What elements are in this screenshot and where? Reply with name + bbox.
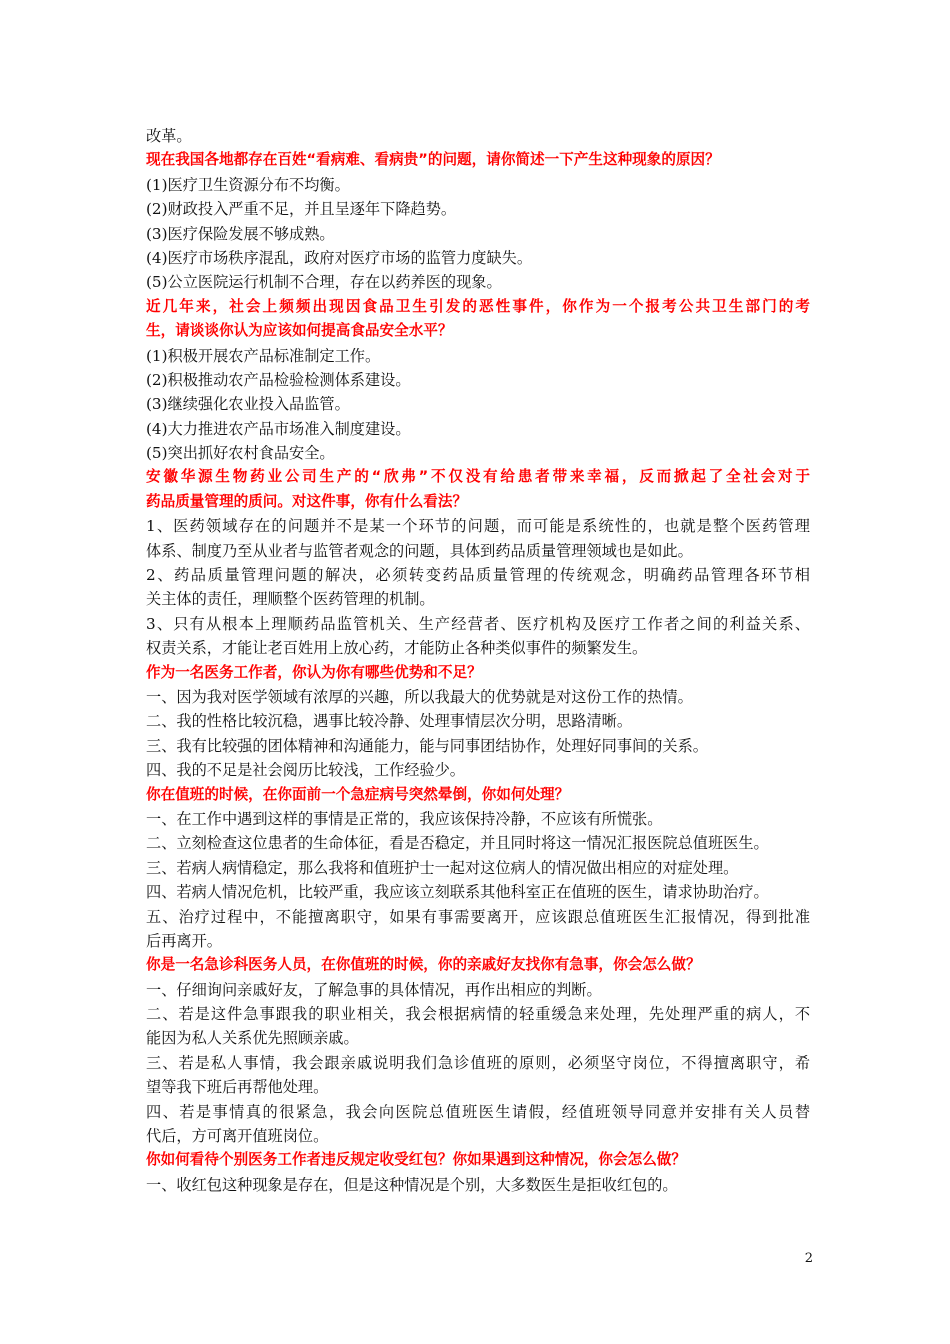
answer-line: (3)继续强化农业投入品监管。 bbox=[146, 395, 350, 414]
answer-line: 体系、制度乃至从业者与监管者观念的问题，具体到药品质量管理领域也是如此。 bbox=[146, 541, 693, 560]
answer-line: (4)大力推进农产品市场准入制度建设。 bbox=[146, 419, 411, 438]
answer-line: 权责关系，才能让老百姓用上放心药，才能防止各种类似事件的频繁发生。 bbox=[146, 639, 648, 658]
answer-line: (4)医疗市场秩序混乱，政府对医疗市场的监管力度缺失。 bbox=[146, 248, 533, 267]
answer-line: 3、只有从根本上理顺药品监管机关、生产经营者、医疗机构及医疗工作者之间的利益关系、 bbox=[146, 614, 810, 633]
answer-line: (1)医疗卫生资源分布不均衡。 bbox=[146, 175, 350, 194]
answer-line: (5)突出抓好农村食品安全。 bbox=[146, 444, 335, 463]
answer-line: 二、我的性格比较沉稳，遇事比较冷静、处理事情层次分明，思路清晰。 bbox=[146, 712, 632, 731]
answer-line: 五、治疗过程中，不能擅离职守，如果有事需要离开，应该跟总值班医生汇报情况，得到批准 bbox=[146, 907, 810, 926]
answer-line: 一、因为我对医学领域有浓厚的兴趣，所以我最大的优势就是对这份工作的热情。 bbox=[146, 687, 693, 706]
answer-line: 四、我的不足是社会阅历比较浅，工作经验少。 bbox=[146, 761, 465, 780]
answer-line: 2、药品质量管理问题的解决，必须转变药品质量管理的传统观念，明确药品管理各环节相 bbox=[146, 566, 810, 585]
answer-line: 二、若是这件急事跟我的职业相关，我会根据病情的轻重缓急来处理，先处理严重的病人，不 bbox=[146, 1005, 810, 1024]
question-line: 你是一名急诊科医务人员，在你值班的时候，你的亲戚好友找你有急事，你会怎么做？ bbox=[146, 956, 701, 974]
question-line: 现在我国各地都存在百姓“看病难、看病贵”的问题，请你简述一下产生这种现象的原因？ bbox=[146, 151, 720, 169]
answer-line: (2)财政投入严重不足，并且呈逐年下降趋势。 bbox=[146, 200, 457, 219]
answer-line: 三、若是私人事情，我会跟亲戚说明我们急诊值班的原则，必须坚守岗位，不得擅离职守，希 bbox=[146, 1053, 810, 1072]
question-line: 你如何看待个别医务工作者违反规定收受红包？你如果遇到这种情况，你会怎么做？ bbox=[146, 1151, 686, 1169]
answer-line: 能因为私人关系优先照顾亲戚。 bbox=[146, 1029, 359, 1048]
answer-line: 改革。 bbox=[146, 127, 192, 145]
answer-line: 关主体的责任，理顺整个医药管理的机制。 bbox=[146, 590, 435, 609]
question-line: 药品质量管理的质问。对这件事，你有什么看法？ bbox=[146, 492, 468, 510]
question-line: 你在值班的时候，在你面前一个急症病号突然晕倒，你如何处理？ bbox=[146, 785, 570, 803]
answer-line: 四、若病人情况危机，比较严重，我应该立刻联系其他科室正在值班的医生，请求协助治疗。 bbox=[146, 883, 769, 902]
answer-line: (2)积极推动农产品检验检测体系建设。 bbox=[146, 370, 411, 389]
page-number: 2 bbox=[804, 1251, 813, 1266]
answer-line: 一、在工作中遇到这样的事情是正常的，我应该保持冷静，不应该有所慌张。 bbox=[146, 809, 663, 828]
answer-line: (1)积极开展农产品标准制定工作。 bbox=[146, 346, 381, 365]
answer-line: 三、我有比较强的团体精神和沟通能力，能与同事团结协作，处理好同事间的关系。 bbox=[146, 736, 708, 755]
answer-line: 后再离开。 bbox=[146, 931, 222, 950]
answer-line: 一、收红包这种现象是存在，但是这种情况是个别，大多数医生是拒收红包的。 bbox=[146, 1175, 678, 1194]
answer-line: 四、若是事情真的很紧急，我会向医院总值班医生请假，经值班领导同意并安排有关人员替 bbox=[146, 1102, 810, 1121]
answer-line: 代后，方可离开值班岗位。 bbox=[146, 1127, 329, 1146]
answer-line: 1、医药领域存在的问题并不是某一个环节的问题，而可能是系统性的，也就是整个医药管理 bbox=[146, 517, 810, 536]
document-body bbox=[146, 124, 810, 1197]
question-line: 生，请谈谈你认为应该如何提高食品安全水平？ bbox=[146, 322, 453, 340]
answer-line: (3)医疗保险发展不够成熟。 bbox=[146, 224, 335, 243]
question-line: 作为一名医务工作者，你认为你有哪些优势和不足？ bbox=[146, 663, 482, 681]
answer-line: 一、仔细询问亲戚好友，了解急事的具体情况，再作出相应的判断。 bbox=[146, 980, 602, 999]
answer-line: 二、立刻检查这位患者的生命体征，看是否稳定，并且同时将这一情况汇报医院总值班医生。 bbox=[146, 834, 769, 853]
answer-line: (5)公立医院运行机制不合理，存在以药养医的现象。 bbox=[146, 273, 502, 292]
question-line: 安徽华源生物药业公司生产的“欣弗”不仅没有给患者带来幸福，反而掀起了全社会对于 bbox=[146, 468, 810, 486]
answer-line: 三、若病人病情稳定，那么我将和值班护士一起对这位病人的情况做出相应的对症处理。 bbox=[146, 858, 739, 877]
answer-line: 望等我下班后再帮他处理。 bbox=[146, 1078, 329, 1097]
question-line: 近几年来，社会上频频出现因食品卫生引发的恶性事件，你作为一个报考公共卫生部门的考 bbox=[146, 297, 810, 315]
